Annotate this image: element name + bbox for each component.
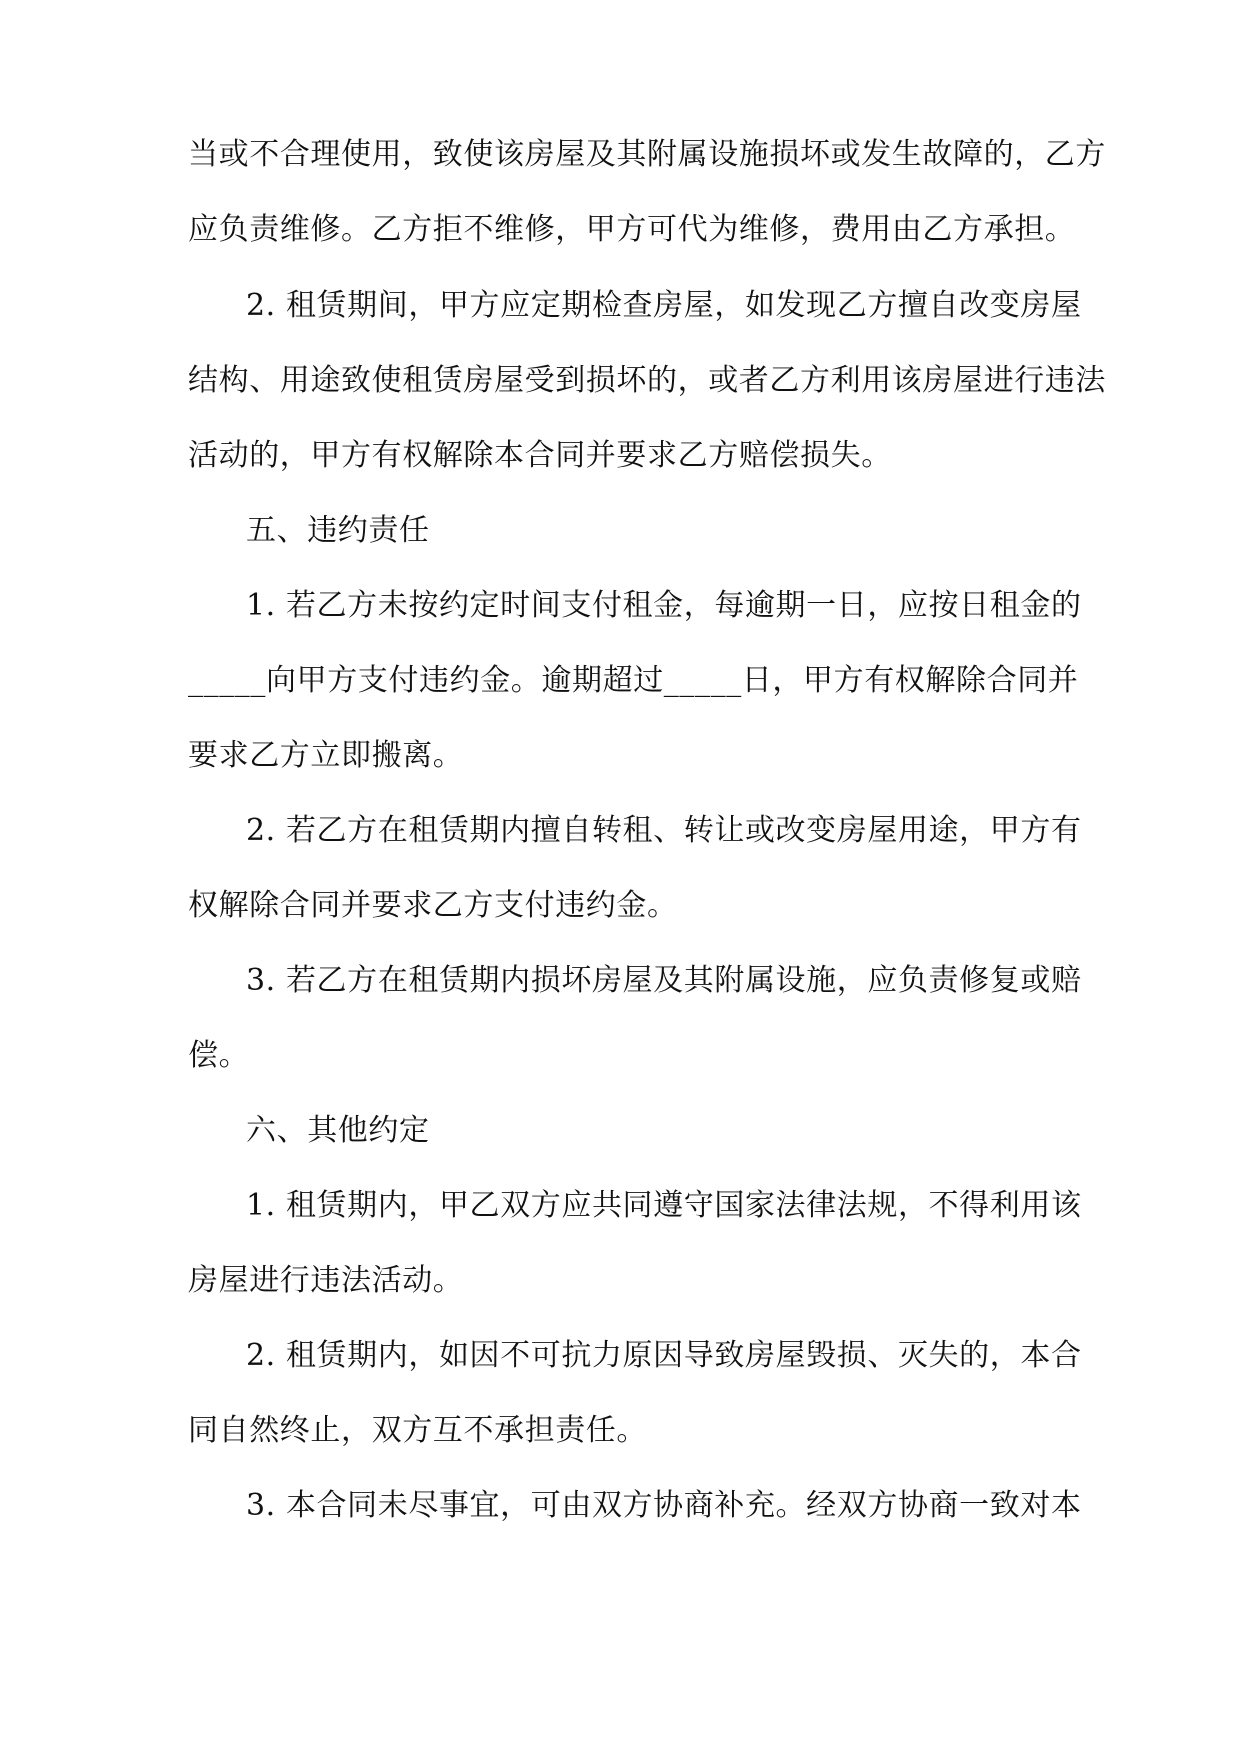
- text-line: 偿。: [188, 1038, 250, 1073]
- list-item: 2. 租赁期内，如因不可抗力原因导致房屋毁损、灭失的，本合: [246, 1338, 1082, 1373]
- text-line: _____向甲方支付违约金。逾期超过_____日，甲方有权解除合同并: [188, 663, 1079, 698]
- text-line: 应负责维修。乙方拒不维修，甲方可代为维修，费用由乙方承担。: [188, 212, 1076, 247]
- list-item: 1. 若乙方未按约定时间支付租金，每逾期一日，应按日租金的: [246, 588, 1082, 623]
- list-item: 3. 本合同未尽事宜，可由双方协商补充。经双方协商一致对本: [246, 1488, 1082, 1523]
- section-heading: 六、其他约定: [246, 1113, 430, 1148]
- list-item: 1. 租赁期内，甲乙双方应共同遵守国家法律法规，不得利用该: [246, 1188, 1082, 1223]
- text-line: 权解除合同并要求乙方支付违约金。: [188, 888, 678, 923]
- list-item: 2. 租赁期间，甲方应定期检查房屋，如发现乙方擅自改变房屋: [246, 288, 1082, 323]
- section-heading: 五、违约责任: [246, 513, 430, 548]
- text-line: 活动的，甲方有权解除本合同并要求乙方赔偿损失。: [188, 438, 892, 473]
- text-line: 房屋进行违法活动。: [188, 1263, 464, 1298]
- text-line: 当或不合理使用，致使该房屋及其附属设施损坏或发生故障的，乙方: [188, 137, 1106, 172]
- list-item: 3. 若乙方在租赁期内损坏房屋及其附属设施，应负责修复或赔: [246, 963, 1082, 998]
- text-line: 要求乙方立即搬离。: [188, 738, 464, 773]
- text-line: 结构、用途致使租赁房屋受到损坏的，或者乙方利用该房屋进行违法: [188, 363, 1106, 398]
- text-line: 同自然终止，双方互不承担责任。: [188, 1413, 647, 1448]
- list-item: 2. 若乙方在租赁期内擅自转租、转让或改变房屋用途，甲方有: [246, 813, 1082, 848]
